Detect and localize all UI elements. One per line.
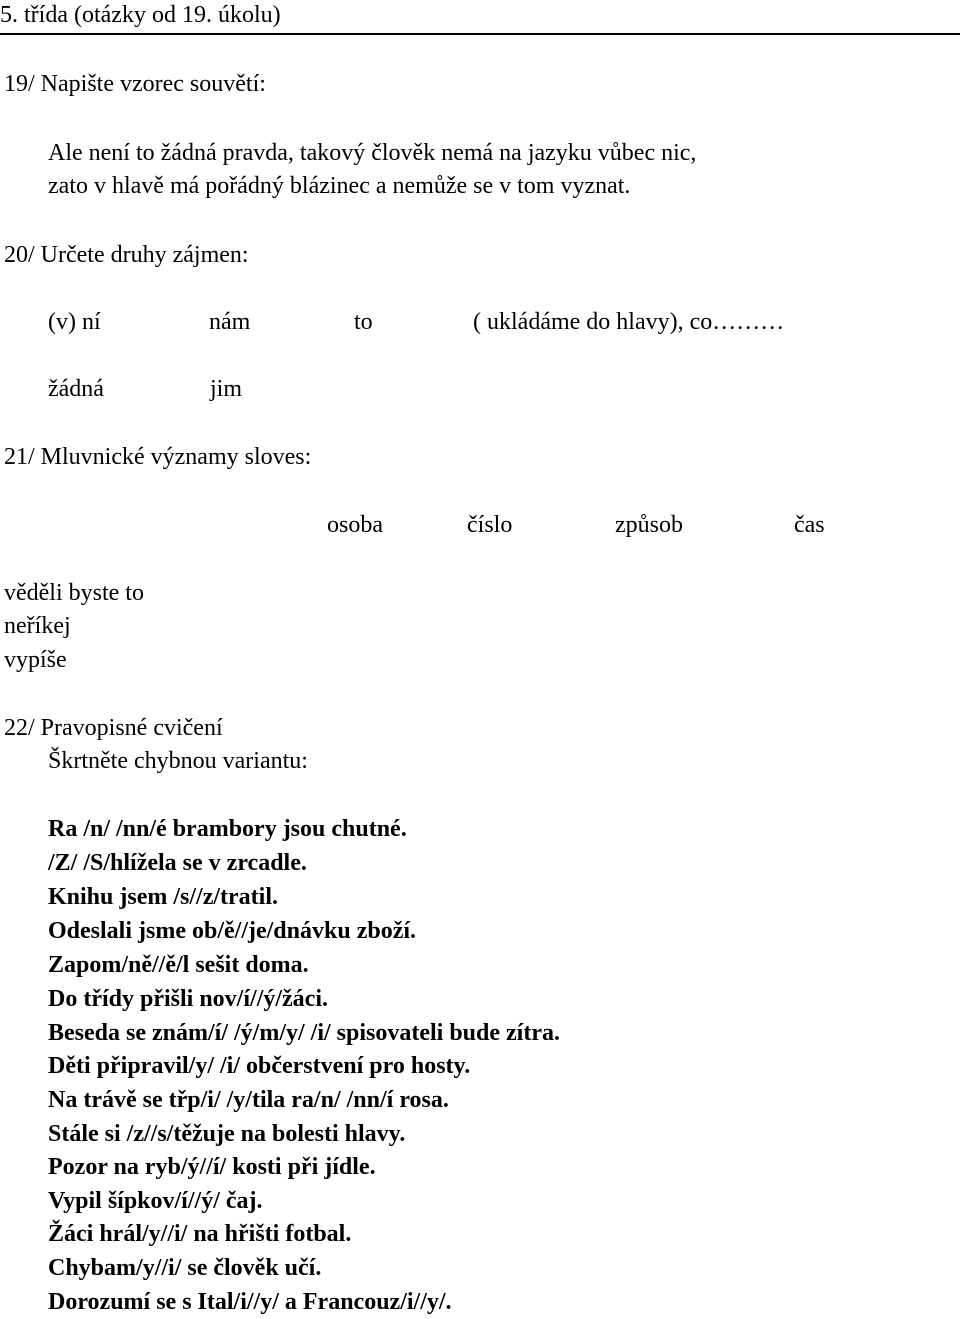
q21-title: 21/ Mluvnické významy sloves: bbox=[4, 444, 312, 470]
q21-column-header: osoba bbox=[327, 512, 383, 538]
q20-pronoun: (v) ní bbox=[48, 309, 101, 335]
q22-sentence: Ra /n/ /nn/é brambory jsou chutné. bbox=[48, 816, 407, 842]
q19-title: 19/ Napište vzorec souvětí: bbox=[4, 71, 266, 97]
q20-pronoun: žádná bbox=[48, 376, 104, 402]
q22-subtitle: Škrtněte chybnou variantu: bbox=[48, 748, 308, 774]
q22-sentence: Stále si /z//s/těžuje na bolesti hlavy. bbox=[48, 1121, 406, 1147]
q22-sentence: Odeslali jsme ob/ě//je/dnávku zboží. bbox=[48, 918, 417, 944]
q22-sentence: Děti připravil/y/ /i/ občerstvení pro hosty. bbox=[48, 1053, 471, 1079]
q22-sentence: Knihu jsem /s//z/tratil. bbox=[48, 884, 278, 910]
header-rule bbox=[0, 33, 960, 35]
q22-sentence: Chybam/y//i/ se člověk učí. bbox=[48, 1255, 322, 1281]
q22-sentence: /Z/ /S/hlížela se v zrcadle. bbox=[48, 850, 307, 876]
q21-verb: věděli byste to bbox=[4, 580, 144, 606]
q20-pronoun: jim bbox=[210, 376, 243, 402]
q22-sentence: Beseda se znám/í/ /ý/m/y/ /i/ spisovateli bude zítra. bbox=[48, 1020, 560, 1046]
q20-title: 20/ Určete druhy zájmen: bbox=[4, 242, 249, 268]
q22-sentence: Na trávě se třp/i/ /y/tila ra/n/ /nn/í rosa. bbox=[48, 1087, 449, 1113]
q22-sentence: Pozor na ryb/ý//í/ kosti při jídle. bbox=[48, 1154, 376, 1180]
q22-sentence: Žáci hrál/y//i/ na hřišti fotbal. bbox=[48, 1221, 352, 1247]
q21-column-header: číslo bbox=[467, 512, 513, 538]
q19-sentence-line1: Ale není to žádná pravda, takový člověk nemá na jazyku vůbec nic, bbox=[48, 140, 697, 166]
q21-column-header: čas bbox=[794, 512, 825, 538]
q20-pronoun: ( ukládáme do hlavy), co……… bbox=[473, 309, 785, 335]
q22-title: 22/ Pravopisné cvičení bbox=[4, 715, 223, 741]
q19-sentence-line2: zato v hlavě má pořádný blázinec a nemůže se v tom vyznat. bbox=[48, 173, 631, 199]
q22-sentence: Dorozumí se s Ital/i//y/ a Francouz/i//y/. bbox=[48, 1289, 452, 1315]
q20-pronoun: nám bbox=[209, 309, 251, 335]
q21-column-header: způsob bbox=[615, 512, 683, 538]
q22-sentence: Do třídy přišli nov/í//ý/žáci. bbox=[48, 986, 328, 1012]
q22-sentence: Zapom/ně//ě/l sešit doma. bbox=[48, 952, 309, 978]
page-header: 5. třída (otázky od 19. úkolu) bbox=[0, 2, 281, 28]
q21-verb: vypíše bbox=[4, 647, 67, 673]
q22-sentence: Vypil šípkov/í//ý/ čaj. bbox=[48, 1188, 263, 1214]
q20-pronoun: to bbox=[354, 309, 373, 335]
q21-verb: neříkej bbox=[4, 613, 71, 639]
